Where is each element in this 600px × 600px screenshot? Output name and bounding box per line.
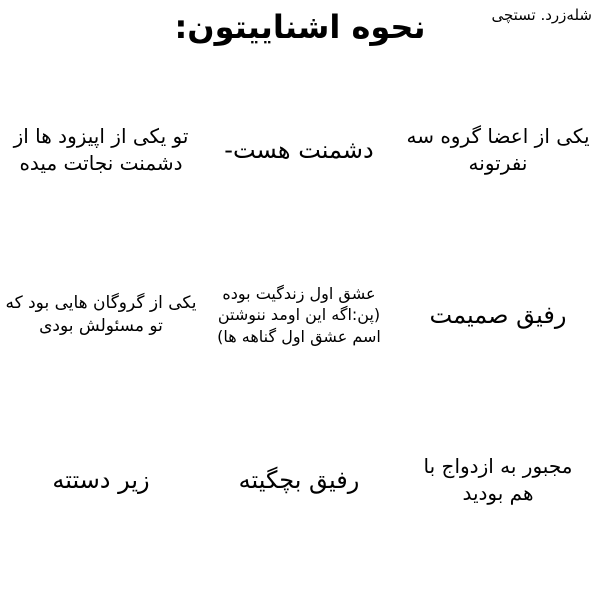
option-cell[interactable]: [396, 95, 600, 205]
options-grid: [0, 95, 600, 575]
option-text: عشق اول زندگیت بوده (پن:اگه این اومد ننوشتن اسم عشق اول گناهه ها): [217, 283, 381, 346]
option-text: زیر دستته: [52, 465, 150, 494]
option-text: رفیق صمیمت: [429, 300, 567, 329]
option-cell[interactable]: [0, 95, 202, 205]
option-cell[interactable]: [202, 260, 396, 370]
option-cell[interactable]: [396, 260, 600, 370]
option-text: تو یکی از اپیزود ها از دشمنت نجاتت میده: [13, 124, 189, 175]
option-text: مجبور به ازدواج با هم بودید: [423, 454, 573, 505]
option-cell[interactable]: [0, 425, 202, 535]
corner-label: شله‌زرد. تستچی: [491, 6, 592, 24]
option-cell[interactable]: [202, 425, 396, 535]
option-cell[interactable]: [202, 95, 396, 205]
option-text: رفیق بچگیته: [238, 465, 360, 494]
option-cell[interactable]: [0, 260, 202, 370]
option-text: دشمنت هست-: [224, 135, 374, 164]
option-text: یکی از اعضا گروه سه نفرتونه: [406, 124, 590, 175]
option-cell[interactable]: [396, 425, 600, 535]
option-text: یکی از گروگان هایی بود که تو مسئولش بودی: [5, 293, 197, 336]
page-title: نحوه اشناییتون:: [174, 8, 426, 46]
